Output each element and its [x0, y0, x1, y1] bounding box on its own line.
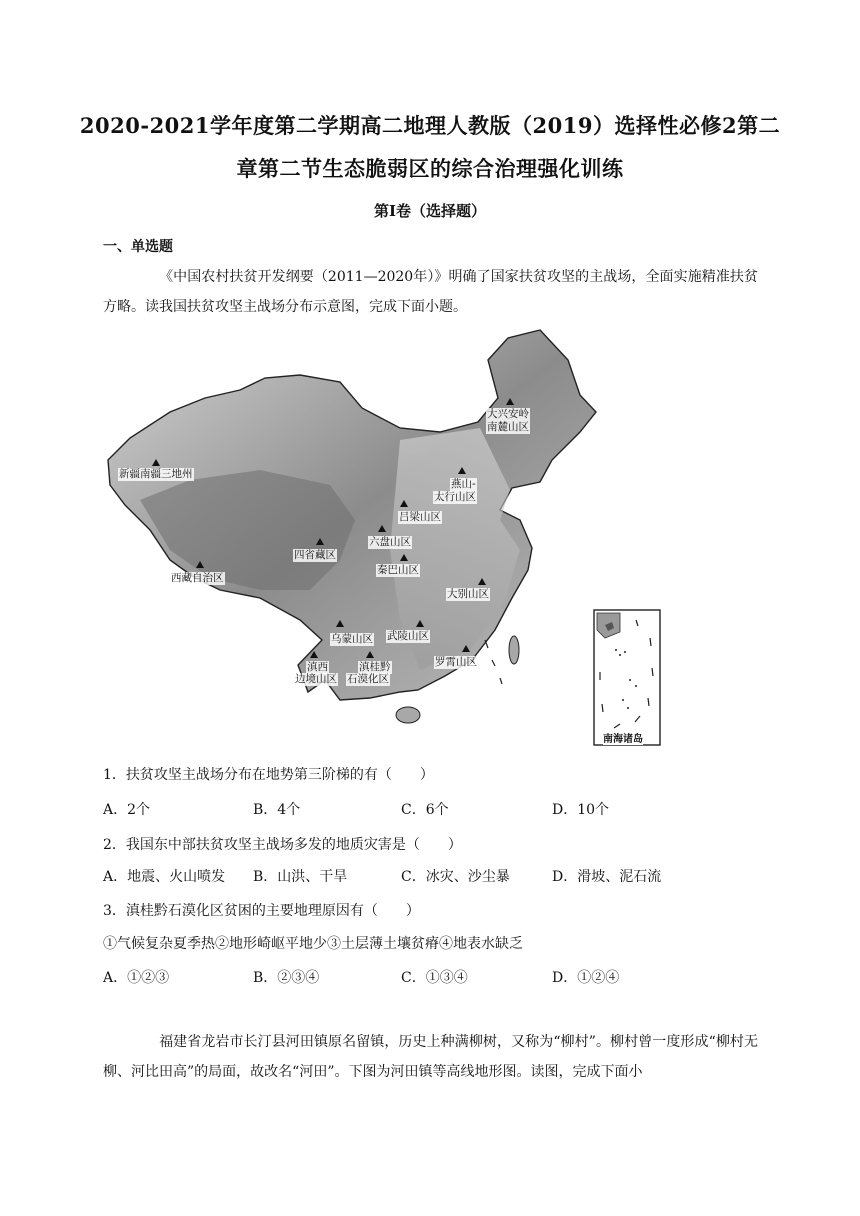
option-d: D．①②④: [552, 970, 620, 986]
option-d: D．10个: [552, 802, 610, 818]
document-title-line2: 章第二节生态脆弱区的综合治理强化训练: [236, 156, 624, 181]
map-label-xizang: 西藏自治区: [171, 572, 224, 584]
map-label-dgq1: 滇桂黔: [359, 661, 391, 673]
inset-label-nanhai: 南海诸岛: [603, 730, 643, 745]
marker-icon: [506, 398, 514, 405]
passage-2-text: 福建省龙岩市长汀县河田镇原名留镇，历史上种满柳树，又称为“柳村”。柳村曾一度形成“柳村无柳、河比田高”的局面，故改名“河田”。下图为河田镇等高线地形图。读图，完成下面小: [103, 1034, 758, 1080]
marker-icon: [366, 651, 374, 658]
marker-icon: [400, 554, 408, 561]
option-d: D．滑坡、泥石流: [552, 869, 662, 885]
map-label-taihang: 太行山区: [434, 491, 476, 503]
map-label-nanlu: 南麓山区: [487, 421, 529, 433]
map-label-qinba: 秦巴山区: [377, 564, 419, 576]
marker-icon: [478, 578, 486, 585]
marker-icon: [462, 645, 470, 652]
option-b: B．4个: [253, 802, 301, 818]
option-b: B．山洪、干旱: [253, 869, 348, 885]
map-label-wumeng: 乌蒙山区: [331, 633, 373, 645]
option-a: A．地震、火山喷发: [103, 869, 226, 885]
map-label-wuling: 武陵山区: [387, 630, 429, 642]
section-heading: 一、单选题: [103, 239, 173, 255]
option-a: A．①②③: [103, 970, 170, 986]
marker-icon: [316, 538, 324, 545]
option-c: C．①③④: [401, 970, 468, 986]
option-b: B．②③④: [253, 970, 320, 986]
question-3-stem: 3．滇桂黔石漠化区贫困的主要地理原因有（ ）: [103, 903, 420, 919]
map-label-dianxi2: 边境山区: [295, 673, 337, 685]
volume-subtitle: 第I卷（选择题）: [373, 202, 487, 220]
marker-icon: [310, 651, 318, 658]
intro-paragraph: [103, 262, 758, 322]
map-label-lvliang: 吕梁山区: [399, 511, 441, 523]
question-3-statements: ①气候复杂夏季热②地形崎岖平地少③土层薄土壤贫瘠④地表水缺乏: [103, 936, 523, 952]
question-2-stem: 2．我国东中部扶贫攻坚主战场多发的地质灾害是（ ）: [103, 837, 462, 853]
map-label-dabie: 大别山区: [447, 588, 489, 600]
map-label-daxinganling: 大兴安岭: [487, 408, 529, 420]
option-a: A．2个: [103, 802, 151, 818]
passage-2: [103, 1027, 758, 1087]
marker-icon: [400, 500, 408, 507]
map-label-sisheng: 四省藏区: [294, 549, 336, 561]
marker-icon: [458, 467, 466, 474]
china-map-image: [100, 320, 720, 750]
marker-icon: [416, 620, 424, 627]
map-label-xinjiang: 新疆南疆三地州: [119, 468, 193, 480]
map-label-liupan: 六盘山区: [369, 536, 411, 548]
question-1-stem: 1．扶贫攻坚主战场分布在地势第三阶梯的有（ ）: [103, 767, 434, 783]
intro-text: 《中国农村扶贫开发纲要（2011—2020年）》明确了国家扶贫攻坚的主战场，全面实施精准扶贫方略。读我国扶贫攻坚主战场分布示意图，完成下面小题。: [103, 269, 758, 315]
map-label-dianxi1: 滇西: [307, 661, 328, 673]
option-c: C．冰灾、沙尘暴: [401, 869, 510, 885]
map-label-luoxiao: 罗霄山区: [435, 656, 477, 668]
option-c: C．6个: [401, 802, 449, 818]
map-label-dgq2: 石漠化区: [347, 673, 389, 685]
marker-icon: [378, 525, 386, 532]
document-title-line1: 2020-2021学年度第二学期高二地理人教版（2019）选择性必修2第二: [79, 113, 781, 138]
map-label-yanshan: 燕山-: [451, 478, 476, 490]
marker-icon: [196, 561, 204, 568]
china-poverty-map: [100, 320, 720, 750]
marker-icon: [336, 620, 344, 627]
marker-icon: [152, 459, 160, 466]
